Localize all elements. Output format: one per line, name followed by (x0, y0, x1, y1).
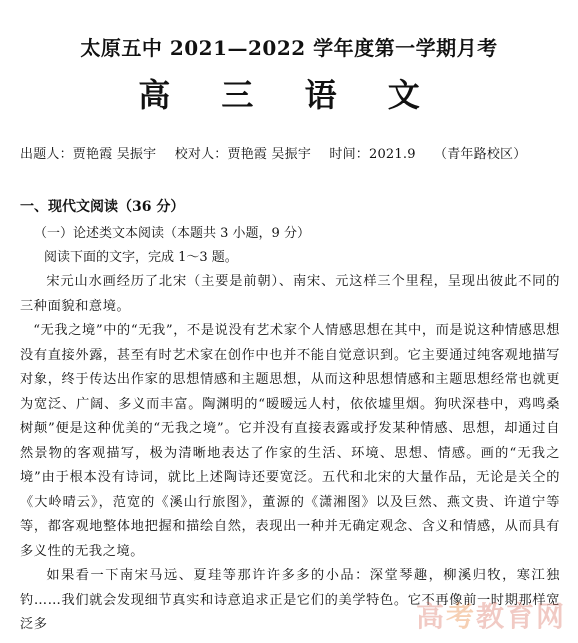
time-info: 时间：2021.9 (329, 147, 416, 162)
passage-paragraph: “无我之境”中的“无我”，不是说没有艺术家个人情感思想在其中，而是说这种情感思想没有直接外露，甚至有时艺术家在创作中也并不能自觉意识到。它主要通过纯客观地描写对象，终于传达出作家的思想情感和主题思想，从而这种思想情感和主题思想经常也就更为宽泛、广阔、多义而丰富。陶渊明的“暧暧远人村，依依墟里烟。狗吠深巷中，鸡鸣桑树颠”便是这种优美的“无我之境”。它并没有直接表露或抒发某种情感、思想，却通过自然景物的客观描写，极为清晰地表达了作家的生活、环境、思想、情感。画的“无我之境”由于根本没有诗词，就比上述陶诗还要宽泛。五代和北宋的大量作品，无论是关仝的《大岭晴云》，范宽的《溪山行旅图》，董源的《潇湘图》以及巨然、燕文贵、许道宁等等，都客观地整体地把握和描绘自然，表现出一种并无确定观念、含义和情感，从而具有多义性的无我之境。 (20, 323, 560, 559)
passage-paragraph: 宋元山水画经历了北宋（主要是前朝）、南宋、元这样三个里程，呈现出彼此不同的三种面貌和意境。 (20, 274, 560, 314)
author-info: 出题人：贾艳霞 吴振宇 (20, 147, 157, 162)
reading-instruction: 阅读下面的文字，完成 1～3 题。 (44, 250, 238, 265)
proofreader-info: 校对人：贾艳霞 吴振宇 (174, 147, 312, 162)
subsection-heading: （一）论述类文本阅读（本题共 3 小题，9 分） (34, 226, 310, 241)
subject-title: 高 三 语 文 (138, 76, 440, 114)
section-heading: 一、现代文阅读（36 分） (20, 199, 185, 215)
reading-passage (20, 270, 560, 638)
watermark-char: 高 (415, 600, 446, 633)
exam-meta-line (20, 143, 568, 162)
campus-info: （青年路校区） (434, 147, 527, 162)
exam-title: 太原五中 2021—2022 学年度第一学期月考 (80, 36, 498, 60)
watermark-text: 教育网 (475, 600, 566, 633)
passage-paragraph: 如果看一下南宋马远、夏珪等那许许多多的小品：深堂琴趣，柳溪归牧，寒江独钓……我们就会发现细节真实和诗意追求正是它们的美学特色。它不再像前一时期那样宽泛多 (20, 568, 560, 632)
site-watermark (416, 595, 566, 635)
watermark-char: 考 (445, 600, 476, 633)
